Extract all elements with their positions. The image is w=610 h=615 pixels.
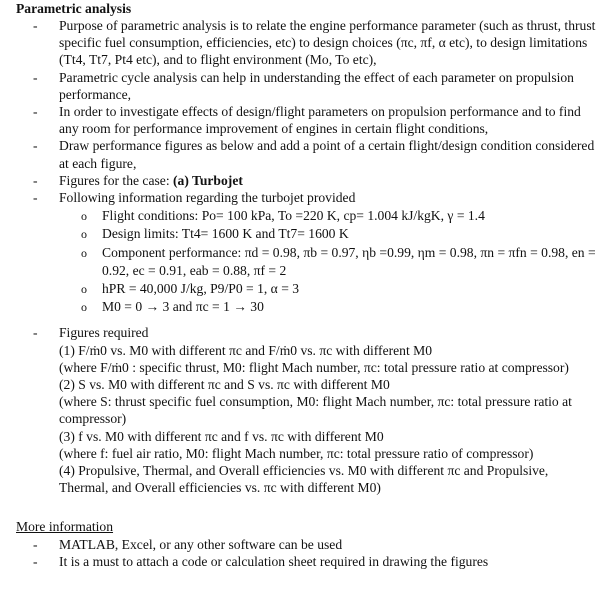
figures-block	[59, 324, 600, 496]
bullet-purpose: - Purpose of parametric analysis is to relate the engine performance parameter (such as thrust, thrust specific fuel consumption, efficiencies, etc) to design choices (πc, πf, α etc), to design limitations (Tt4, Tt7, Pt4 etc), and to flight environment (Mo, To etc),	[16, 17, 600, 69]
sub-item-flight-conditions: o Flight conditions: Po= 100 kPa, To =220 K, cp= 1.004 kJ/kgK, γ = 1.4	[59, 207, 600, 225]
sub-item-design-limits: o Design limits: Tt4= 1600 K and Tt7= 1600 K	[59, 225, 600, 243]
figure-line: (4) Propulsive, Thermal, and Overall efficiencies vs. M0 with different πc and Propulsive, Thermal, and Overall efficiencies vs. πc with different M0)	[59, 463, 549, 496]
figure-line: (where f: fuel air ratio, M0: flight Mach number, πc: total pressure ratio of compressor)	[59, 445, 534, 461]
main-bullet-list	[16, 17, 600, 316]
figures-bullet-list	[16, 324, 600, 496]
info-line: Following information regarding the turbojet provided	[59, 190, 356, 206]
sub-item-list	[59, 207, 600, 316]
figure-line: (2) S vs. M0 with different πc and S vs. πc with different M0	[59, 377, 390, 393]
figures-heading: - Figures required	[59, 325, 149, 341]
sub-item-hpr: o hPR = 40,000 J/kg, P9/P0 = 1, α = 3	[59, 280, 600, 298]
bullet-info	[16, 189, 600, 316]
sub-item-ranges: o M0 = 0 → 3 and πc = 1 → 30	[59, 298, 600, 316]
more-info-item: - It is a must to attach a code or calculation sheet required in drawing the figures	[16, 553, 600, 570]
bullet-draw-figures: - Draw performance figures as below and add a point of a certain flight/design condition considered at each figure,	[16, 137, 600, 171]
sub-item-component-performance: o Component performance: πd = 0.98, πb = 0.97, ηb =0.99, ηm = 0.98, πn = πfn = 0.98, en = 0.92, ec = 0.91, eab = 0.88, πf = 2	[59, 244, 600, 280]
bullet-figures-required	[16, 324, 600, 496]
figure-line: (1) F/ṁ0 vs. M0 with different πc and F/ṁ0 vs. πc with different M0	[59, 342, 433, 358]
bullet-cycle-analysis: - Parametric cycle analysis can help in understanding the effect of each parameter on propulsion performance,	[16, 69, 600, 103]
section-title: Parametric analysis	[16, 1, 132, 16]
figure-line: (3) f vs. M0 with different πc and f vs. πc with different M0	[59, 428, 384, 444]
figure-line: (where F/ṁ0 : specific thrust, M0: flight Mach number, πc: total pressure ratio at compressor)	[59, 359, 569, 375]
bullet-investigate: - In order to investigate effects of design/flight parameters on propulsion performance and to find any room for performance improvement of engines in certain flight conditions,	[16, 103, 600, 137]
case-prefix: Figures for the case:	[59, 172, 174, 188]
more-info-item: - MATLAB, Excel, or any other software can be used	[16, 536, 600, 553]
bullet-case	[16, 172, 600, 189]
case-bold: (a) Turbojet	[173, 172, 243, 188]
more-info-list	[16, 536, 600, 570]
more-information-heading: More information	[16, 519, 114, 535]
figure-line: (where S: thrust specific fuel consumption, M0: flight Mach number, πc: total pressure ratio at compressor)	[59, 394, 572, 427]
